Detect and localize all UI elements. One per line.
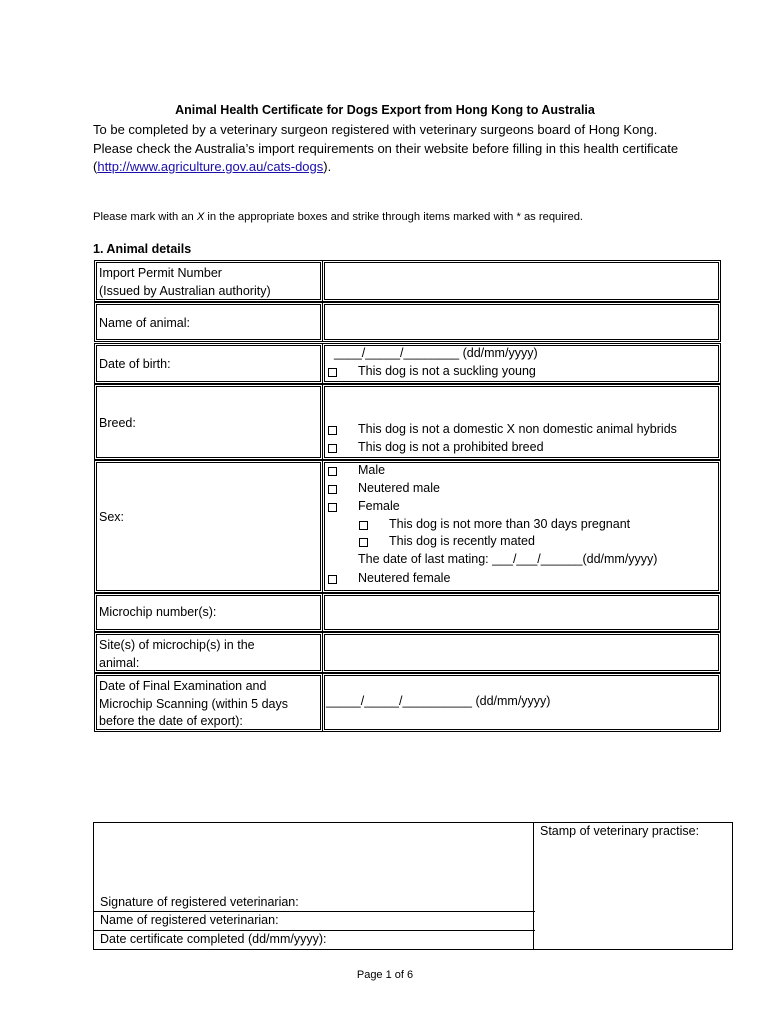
instruction-text bbox=[93, 211, 583, 223]
checkbox-icon[interactable] bbox=[359, 521, 368, 530]
requirements-link[interactable]: http://www.agriculture.gov.au/cats-dogs bbox=[97, 159, 324, 174]
instruction-after: in the appropriate boxes and strike through items marked with * as required. bbox=[204, 211, 584, 223]
signature-box bbox=[93, 822, 534, 950]
divider bbox=[94, 911, 535, 912]
intro-text: To be completed by a veterinary surgeon registered with veterinary surgeons board of Hong Kong. Please check the Australia’s import requirements on their website before filling in this health certificate ( bbox=[93, 122, 679, 174]
dob-option-suckling-text: This dog is not a suckling young bbox=[358, 364, 536, 378]
checkbox-icon[interactable] bbox=[328, 575, 337, 584]
dob-date-format: ____/_____/________ (dd/mm/yyyy) bbox=[334, 346, 538, 360]
breed-label: Breed: bbox=[96, 386, 321, 458]
breed-option-prohibited-text: This dog is not a prohibited breed bbox=[358, 440, 544, 454]
date-completed-label: Date certificate completed (dd/mm/yyyy): bbox=[100, 932, 327, 946]
import-permit-label-line2: (Issued by Australian authority) bbox=[99, 283, 271, 298]
breed-option-hybrid-text: This dog is not a domestic X non domestic animal hybrids bbox=[358, 422, 677, 436]
microchip-site-label bbox=[96, 634, 321, 671]
document-title: Animal Health Certificate for Dogs Export from Hong Kong to Australia bbox=[175, 103, 595, 117]
sex-option-recently-mated-text: This dog is recently mated bbox=[389, 534, 535, 548]
instruction-x: X bbox=[196, 211, 205, 223]
sex-option-not-pregnant-text: This dog is not more than 30 days pregnant bbox=[389, 517, 631, 531]
divider bbox=[94, 930, 535, 931]
sex-option-male-text: Male bbox=[358, 463, 386, 477]
sex-option-female-text: Female bbox=[358, 499, 400, 513]
section-title: 1. Animal details bbox=[93, 242, 192, 256]
stamp-label: Stamp of veterinary practise: bbox=[540, 824, 700, 838]
checkbox-icon[interactable] bbox=[328, 368, 337, 377]
final-exam-label-line1: Date of Final Examination and bbox=[99, 679, 267, 693]
vet-name-label: Name of registered veterinarian: bbox=[100, 913, 279, 927]
final-exam-label bbox=[96, 675, 321, 730]
import-permit-label bbox=[96, 262, 321, 300]
final-exam-label-line3: before the date of export): bbox=[99, 714, 243, 728]
name-label: Name of animal: bbox=[96, 304, 321, 340]
checkbox-icon[interactable] bbox=[359, 538, 368, 547]
import-permit-label-line1: Import Permit Number bbox=[99, 266, 222, 280]
sex-option-neutered-female-text: Neutered female bbox=[358, 571, 451, 585]
microchip-field[interactable] bbox=[324, 595, 719, 630]
sex-label: Sex: bbox=[96, 462, 321, 591]
name-field[interactable] bbox=[324, 304, 719, 340]
checkbox-icon[interactable] bbox=[328, 467, 337, 476]
import-permit-field[interactable] bbox=[324, 262, 719, 300]
intro-paragraph bbox=[93, 121, 693, 177]
dob-label: Date of birth: bbox=[96, 345, 321, 382]
microchip-site-label-line2: animal: bbox=[99, 655, 140, 670]
page-number: Page 1 of 6 bbox=[356, 969, 414, 981]
final-exam-label-line2: Microchip Scanning (within 5 days bbox=[99, 696, 288, 711]
microchip-site-field[interactable] bbox=[324, 634, 719, 671]
checkbox-icon[interactable] bbox=[328, 426, 337, 435]
microchip-label: Microchip number(s): bbox=[96, 595, 321, 630]
stamp-box[interactable] bbox=[533, 822, 733, 950]
checkbox-icon[interactable] bbox=[328, 503, 337, 512]
checkbox-icon[interactable] bbox=[328, 485, 337, 494]
sex-option-neutered-male-text: Neutered male bbox=[358, 481, 440, 495]
intro-text-end: ). bbox=[323, 159, 332, 174]
last-mating-date: The date of last mating: ___/___/______(dd/mm/yyyy) bbox=[358, 552, 658, 566]
final-exam-date-format: _____/_____/__________ (dd/mm/yyyy) bbox=[326, 694, 551, 708]
signature-label: Signature of registered veterinarian: bbox=[100, 895, 299, 909]
microchip-site-label-line1: Site(s) of microchip(s) in the bbox=[99, 638, 255, 652]
checkbox-icon[interactable] bbox=[328, 444, 337, 453]
instruction-before: Please mark with an bbox=[93, 211, 197, 223]
